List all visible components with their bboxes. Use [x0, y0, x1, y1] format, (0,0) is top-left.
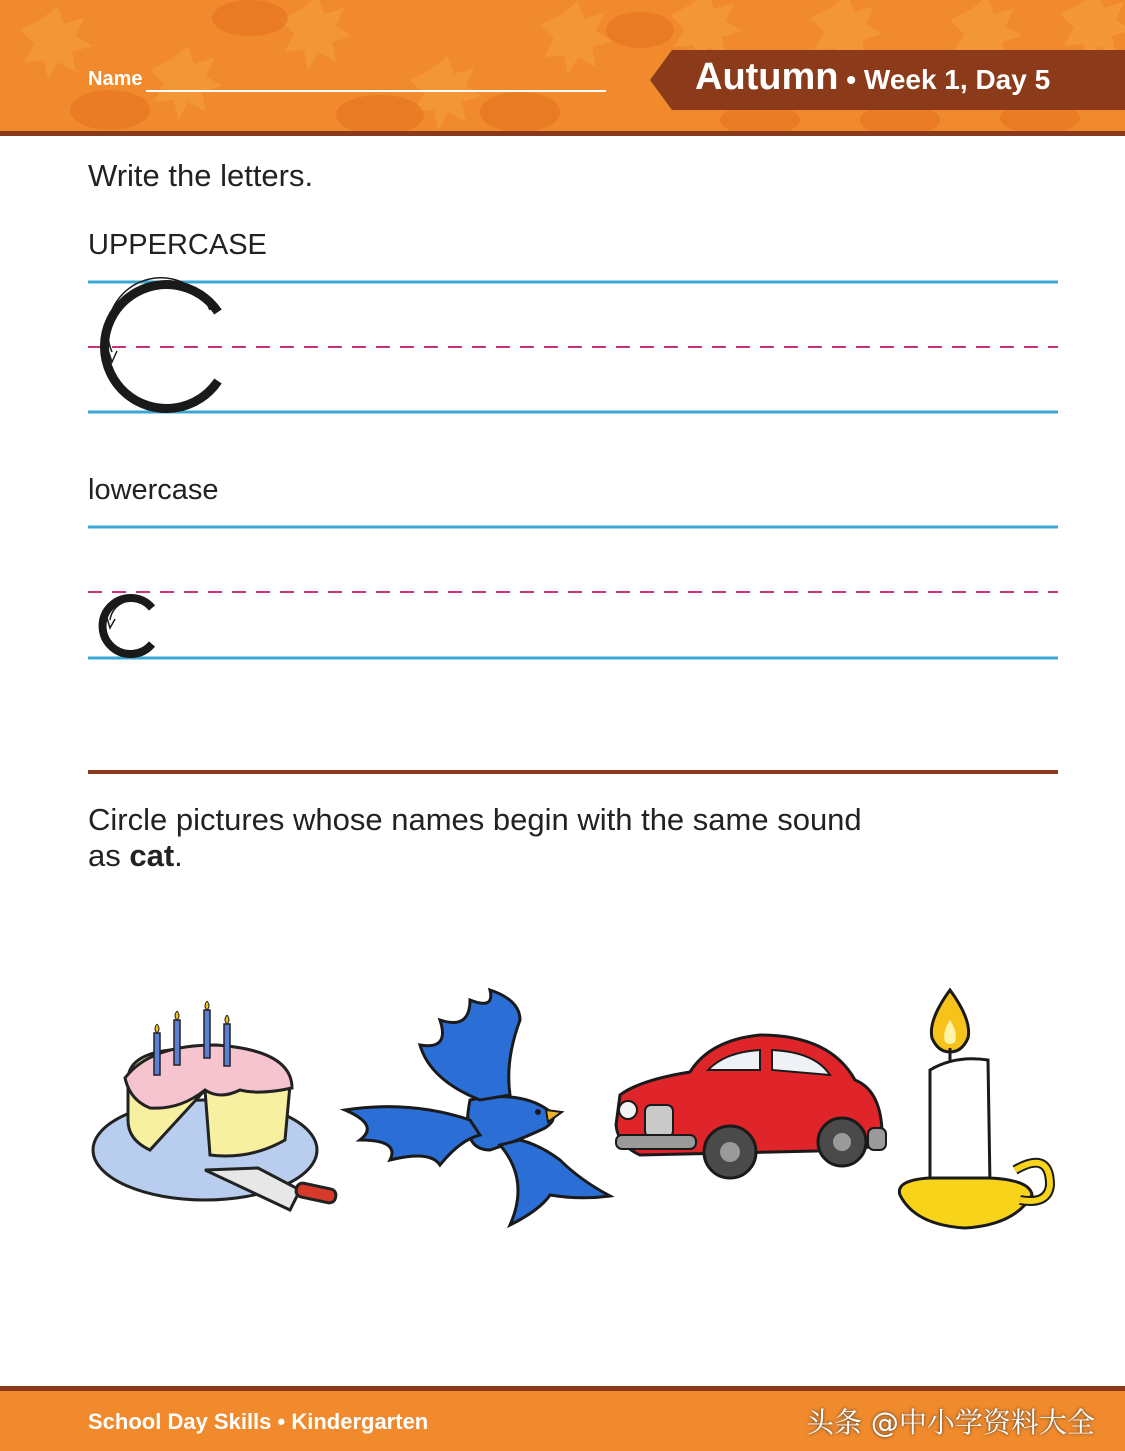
candle-icon[interactable] [899, 990, 1050, 1228]
car-icon[interactable] [616, 1035, 886, 1178]
target-word: cat [129, 838, 175, 873]
uppercase-label: UPPERCASE [88, 229, 267, 261]
footer-credit: School Day Skills • Kindergarten [88, 1409, 429, 1434]
circle-instruction-line1: Circle pictures whose names begin with the same sound [88, 802, 862, 837]
circle-instruction-period: . [174, 838, 183, 873]
title-season: Autumn [695, 56, 839, 98]
bird-icon[interactable] [345, 990, 610, 1225]
page-footer [0, 1386, 1125, 1451]
lowercase-label: lowercase [88, 474, 219, 506]
name-label: Name [88, 68, 143, 90]
watermark: 头条 @中小学资料大全 [806, 1406, 1095, 1439]
circle-instruction-as: as [88, 838, 130, 873]
write-instruction: Write the letters. [88, 158, 314, 193]
title-week-day: • Week 1, Day 5 [838, 64, 1051, 95]
cake-icon[interactable] [93, 1001, 337, 1210]
